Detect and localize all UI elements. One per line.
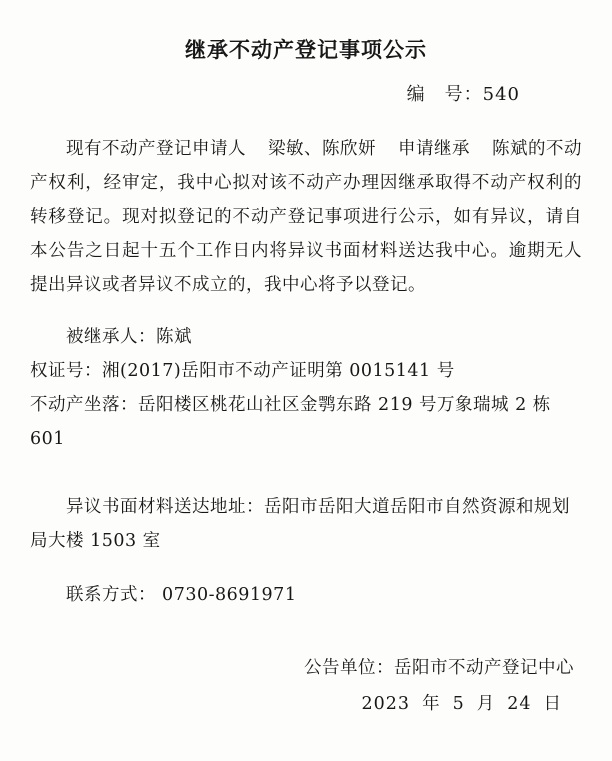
paragraph-1-middle: 申请继承 — [398, 139, 470, 159]
document-number-label: 编 号： — [406, 84, 483, 105]
date-month: 5 — [452, 694, 465, 714]
objection-address-line: 异议书面材料送达地址：岳阳市岳阳大道岳阳市自然资源和规划局大楼 1503 室 — [30, 497, 570, 551]
date-month-unit: 月 — [476, 694, 496, 714]
decedent-name-inline: 陈斌 — [492, 139, 528, 159]
decedent-line: 被继承人：陈斌 — [66, 327, 192, 347]
page-title: 继承不动产登记事项公示 — [185, 37, 427, 62]
date-line — [30, 686, 574, 722]
main-paragraph — [30, 132, 582, 302]
signature-block — [30, 650, 582, 722]
issuer-label: 公告单位： — [304, 658, 394, 678]
issuer-value: 岳阳市不动产登记中心 — [394, 658, 574, 678]
certificate-line: 权证号：湘(2017)岳阳市不动产证明第 0015141 号 — [30, 361, 455, 381]
contact-block — [30, 578, 582, 612]
applicants-name: 梁敏、陈欣妍 — [268, 139, 376, 159]
property-location-line: 不动产坐落：岳阳楼区桃花山社区金鹗东路 219 号万象瑞城 2 栋 601 — [30, 395, 551, 449]
date-day-unit: 日 — [543, 694, 562, 714]
date-year: 2023 — [361, 694, 411, 714]
paragraph-1 — [30, 132, 582, 302]
date-day: 24 — [507, 694, 532, 714]
date-year-unit: 年 — [422, 694, 441, 714]
objection-block — [30, 490, 582, 558]
decedent-block — [30, 320, 582, 456]
paragraph-1-rest: 的不动产权利，经审定，我中心拟对该不动产办理因继承取得不动产权利的转移登记。现对拟登记的不动产登记事项进行公示，如有异议，请自本公告之日起十五个工作日内将异议书面材料送达我中心。逾期无人提出异议或者异议不成立的，我中心将予以登记。 — [30, 139, 582, 295]
issuer-line — [30, 650, 574, 686]
contact-line: 联系方式： 0730-8691971 — [66, 585, 297, 605]
paragraph-1-prefix: 现有不动产登记申请人 — [66, 139, 246, 159]
document-number — [30, 80, 520, 106]
document-number-value: 540 — [482, 84, 520, 105]
